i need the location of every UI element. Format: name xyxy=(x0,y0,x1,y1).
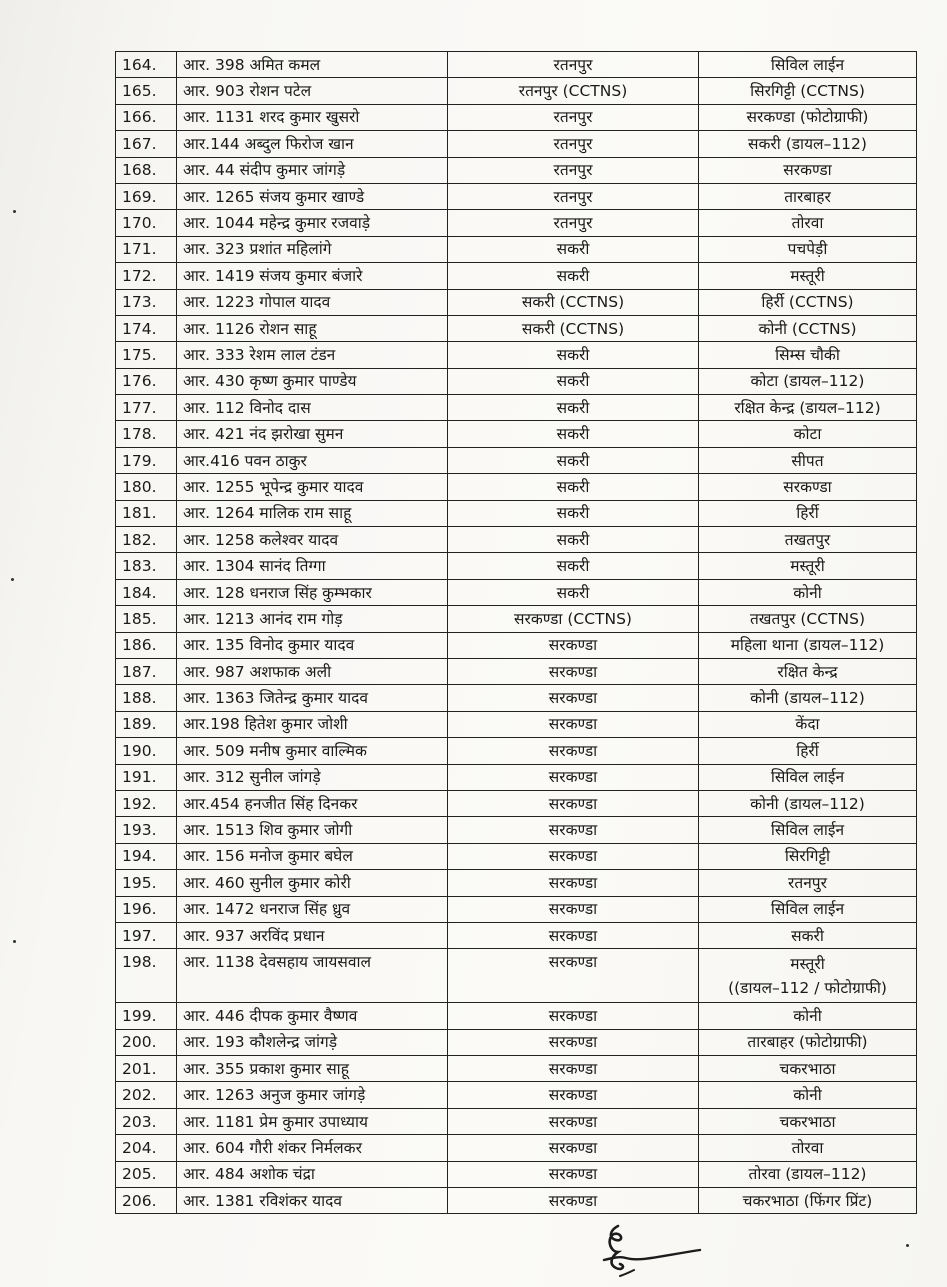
to-station-cell: हिर्री (CCTNS) xyxy=(699,289,917,315)
to-station-cell: तोरवा xyxy=(699,1135,917,1161)
serial-number-cell: 183. xyxy=(116,553,177,579)
serial-number-cell: 194. xyxy=(116,843,177,869)
table-row xyxy=(116,289,917,315)
from-station-cell: रतनपुर xyxy=(448,52,699,78)
serial-number-cell: 167. xyxy=(116,131,177,157)
table-row xyxy=(116,527,917,553)
employee-name-cell: आर. 1126 रोशन साहू xyxy=(177,315,448,341)
from-station-cell: सकरी xyxy=(448,579,699,605)
to-station-cell: सीपत xyxy=(699,447,917,473)
to-station-cell: मस्तूरी xyxy=(699,553,917,579)
serial-number-cell: 195. xyxy=(116,870,177,896)
to-station-cell: कोटा (डायल–112) xyxy=(699,368,917,394)
to-station-cell: केंदा xyxy=(699,711,917,737)
employee-name-cell: आर.416 पवन ठाकुर xyxy=(177,447,448,473)
from-station-cell: सरकण्डा xyxy=(448,790,699,816)
from-station-cell: सरकण्डा xyxy=(448,1056,699,1082)
from-station-cell: सरकण्डा xyxy=(448,1161,699,1187)
employee-name-cell: आर. 1265 संजय कुमार खाण्डे xyxy=(177,183,448,209)
serial-number-cell: 198. xyxy=(116,949,177,1003)
table-row xyxy=(116,711,917,737)
employee-name-cell: आर. 509 मनीष कुमार वाल्मिक xyxy=(177,738,448,764)
employee-name-cell: आर. 460 सुनील कुमार कोरी xyxy=(177,870,448,896)
table-row xyxy=(116,210,917,236)
serial-number-cell: 206. xyxy=(116,1188,177,1214)
employee-name-cell: आर. 1181 प्रेम कुमार उपाध्याय xyxy=(177,1108,448,1134)
serial-number-cell: 191. xyxy=(116,764,177,790)
to-station-cell: सकरी (डायल–112) xyxy=(699,131,917,157)
from-station-cell: सरकण्डा xyxy=(448,1188,699,1214)
serial-number-cell: 171. xyxy=(116,236,177,262)
from-station-cell: सरकण्डा xyxy=(448,1108,699,1134)
employee-name-cell: आर. 128 धनराज सिंह कुम्भकार xyxy=(177,579,448,605)
table-row xyxy=(116,949,917,1003)
from-station-cell: सरकण्डा xyxy=(448,949,699,1003)
to-station-cell: सरकण्डा xyxy=(699,157,917,183)
serial-number-cell: 205. xyxy=(116,1161,177,1187)
table-row xyxy=(116,236,917,262)
to-station-cell: तोरवा xyxy=(699,210,917,236)
from-station-cell: सकरी (CCTNS) xyxy=(448,289,699,315)
table-row xyxy=(116,632,917,658)
speck-mark xyxy=(906,1244,909,1247)
from-station-cell: सरकण्डा xyxy=(448,870,699,896)
serial-number-cell: 202. xyxy=(116,1082,177,1108)
table-row xyxy=(116,738,917,764)
speck-mark xyxy=(13,940,16,943)
employee-name-cell: आर. 1304 सानंद तिग्गा xyxy=(177,553,448,579)
table-row xyxy=(116,131,917,157)
employee-name-cell: आर.144 अब्दुल फिरोज खान xyxy=(177,131,448,157)
from-station-cell: सरकण्डा xyxy=(448,632,699,658)
from-station-cell: रतनपुर (CCTNS) xyxy=(448,78,699,104)
to-station-cell: रतनपुर xyxy=(699,870,917,896)
employee-name-cell: आर. 355 प्रकाश कुमार साहू xyxy=(177,1056,448,1082)
table-row xyxy=(116,421,917,447)
serial-number-cell: 204. xyxy=(116,1135,177,1161)
from-station-cell: सकरी xyxy=(448,500,699,526)
employee-name-cell: आर. 1138 देवसहाय जायसवाल xyxy=(177,949,448,1003)
to-station-cell: सरकण्डा (फोटोग्राफी) xyxy=(699,104,917,130)
table-row xyxy=(116,579,917,605)
employee-name-cell: आर. 44 संदीप कुमार जांगड़े xyxy=(177,157,448,183)
from-station-cell: सरकण्डा xyxy=(448,922,699,948)
table-body xyxy=(116,52,917,1214)
from-station-cell: सरकण्डा xyxy=(448,685,699,711)
serial-number-cell: 192. xyxy=(116,790,177,816)
employee-name-cell: आर. 1263 अनुज कुमार जांगड़े xyxy=(177,1082,448,1108)
table-row xyxy=(116,553,917,579)
table-row xyxy=(116,658,917,684)
table-row xyxy=(116,685,917,711)
from-station-cell: सरकण्डा xyxy=(448,843,699,869)
serial-number-cell: 187. xyxy=(116,658,177,684)
employee-name-cell: आर. 1044 महेन्द्र कुमार रजवाड़े xyxy=(177,210,448,236)
table-row xyxy=(116,342,917,368)
speck-mark xyxy=(13,210,16,213)
employee-name-cell: आर. 1258 कलेश्वर यादव xyxy=(177,527,448,553)
table-row xyxy=(116,817,917,843)
employee-name-cell: आर. 1213 आनंद राम गोड़ xyxy=(177,606,448,632)
serial-number-cell: 203. xyxy=(116,1108,177,1134)
table-row xyxy=(116,1108,917,1134)
to-station-cell: कोटा xyxy=(699,421,917,447)
serial-number-cell: 165. xyxy=(116,78,177,104)
to-station-cell: चकरभाठा (फिंगर प्रिंट) xyxy=(699,1188,917,1214)
serial-number-cell: 197. xyxy=(116,922,177,948)
table-row xyxy=(116,447,917,473)
table-row xyxy=(116,764,917,790)
serial-number-cell: 169. xyxy=(116,183,177,209)
table-row xyxy=(116,1135,917,1161)
to-station-cell: सिविल लाईन xyxy=(699,52,917,78)
to-station-cell: सिविल लाईन xyxy=(699,817,917,843)
serial-number-cell: 178. xyxy=(116,421,177,447)
from-station-cell: सकरी xyxy=(448,527,699,553)
table-row xyxy=(116,1056,917,1082)
employee-name-cell: आर. 1472 धनराज सिंह ध्रुव xyxy=(177,896,448,922)
to-station-cell: कोनी (डायल–112) xyxy=(699,685,917,711)
to-station-cell: सरकण्डा xyxy=(699,474,917,500)
to-station-cell: तखतपुर (CCTNS) xyxy=(699,606,917,632)
employee-name-cell: आर. 1513 शिव कुमार जोगी xyxy=(177,817,448,843)
table-row xyxy=(116,104,917,130)
to-station-cell: कोनी xyxy=(699,1003,917,1029)
from-station-cell: रतनपुर xyxy=(448,131,699,157)
to-station-cell: तारबाहर xyxy=(699,183,917,209)
employee-name-cell: आर. 1131 शरद कुमार खुसरो xyxy=(177,104,448,130)
employee-name-cell: आर. 604 गौरी शंकर निर्मलकर xyxy=(177,1135,448,1161)
speck-mark xyxy=(11,578,14,581)
table-row xyxy=(116,78,917,104)
to-station-cell: चकरभाठा xyxy=(699,1108,917,1134)
table-row xyxy=(116,1082,917,1108)
to-station-cell: कोनी xyxy=(699,1082,917,1108)
employee-name-cell: आर. 323 प्रशांत महिलांगे xyxy=(177,236,448,262)
employee-name-cell: आर. 156 मनोज कुमार बघेल xyxy=(177,843,448,869)
table-row xyxy=(116,1188,917,1214)
from-station-cell: सकरी xyxy=(448,421,699,447)
table-row xyxy=(116,315,917,341)
serial-number-cell: 172. xyxy=(116,263,177,289)
serial-number-cell: 184. xyxy=(116,579,177,605)
table-row xyxy=(116,368,917,394)
to-station-cell: कोनी xyxy=(699,579,917,605)
from-station-cell: सरकण्डा xyxy=(448,658,699,684)
employee-name-cell: आर. 135 विनोद कुमार यादव xyxy=(177,632,448,658)
table-row xyxy=(116,263,917,289)
employee-name-cell: आर. 421 नंद झरोखा सुमन xyxy=(177,421,448,447)
from-station-cell: रतनपुर xyxy=(448,157,699,183)
employee-name-cell: आर. 1264 मालिक राम साहू xyxy=(177,500,448,526)
to-station-cell: हिर्री xyxy=(699,500,917,526)
table-row xyxy=(116,843,917,869)
table-row xyxy=(116,1003,917,1029)
to-station-cell: सिविल लाईन xyxy=(699,764,917,790)
employee-name-cell: आर. 333 रेशम लाल टंडन xyxy=(177,342,448,368)
from-station-cell: सरकण्डा xyxy=(448,817,699,843)
to-station-cell: सिरगिट्टी xyxy=(699,843,917,869)
to-station-cell: तखतपुर xyxy=(699,527,917,553)
table-row xyxy=(116,1161,917,1187)
employee-name-cell: आर. 937 अरविंद प्रधान xyxy=(177,922,448,948)
serial-number-cell: 176. xyxy=(116,368,177,394)
serial-number-cell: 170. xyxy=(116,210,177,236)
table-row xyxy=(116,474,917,500)
from-station-cell: रतनपुर xyxy=(448,210,699,236)
employee-name-cell: आर. 1363 जितेन्द्र कुमार यादव xyxy=(177,685,448,711)
serial-number-cell: 180. xyxy=(116,474,177,500)
from-station-cell: सकरी xyxy=(448,368,699,394)
to-station-cell: कोनी (डायल–112) xyxy=(699,790,917,816)
from-station-cell: सरकण्डा xyxy=(448,1029,699,1055)
to-station-cell: सकरी xyxy=(699,922,917,948)
from-station-cell: सरकण्डा xyxy=(448,896,699,922)
employee-name-cell: आर. 1255 भूपेन्द्र कुमार यादव xyxy=(177,474,448,500)
serial-number-cell: 190. xyxy=(116,738,177,764)
employee-name-cell: आर.454 हनजीत सिंह दिनकर xyxy=(177,790,448,816)
serial-number-cell: 199. xyxy=(116,1003,177,1029)
to-station-cell: तोरवा (डायल–112) xyxy=(699,1161,917,1187)
from-station-cell: सकरी xyxy=(448,342,699,368)
from-station-cell: सकरी xyxy=(448,263,699,289)
table-row xyxy=(116,790,917,816)
to-station-cell: रक्षित केन्द्र xyxy=(699,658,917,684)
employee-name-cell: आर. 398 अमित कमल xyxy=(177,52,448,78)
to-station-cell xyxy=(699,949,917,1003)
to-station-cell: महिला थाना (डायल–112) xyxy=(699,632,917,658)
serial-number-cell: 175. xyxy=(116,342,177,368)
from-station-cell: सरकण्डा xyxy=(448,764,699,790)
transfer-table xyxy=(115,51,917,1214)
serial-number-cell: 185. xyxy=(116,606,177,632)
serial-number-cell: 201. xyxy=(116,1056,177,1082)
serial-number-cell: 196. xyxy=(116,896,177,922)
from-station-cell: सरकण्डा (CCTNS) xyxy=(448,606,699,632)
from-station-cell: रतनपुर xyxy=(448,104,699,130)
serial-number-cell: 186. xyxy=(116,632,177,658)
from-station-cell: सकरी xyxy=(448,474,699,500)
serial-number-cell: 179. xyxy=(116,447,177,473)
from-station-cell: सरकण्डा xyxy=(448,1082,699,1108)
serial-number-cell: 193. xyxy=(116,817,177,843)
serial-number-cell: 168. xyxy=(116,157,177,183)
table-row xyxy=(116,52,917,78)
serial-number-cell: 200. xyxy=(116,1029,177,1055)
serial-number-cell: 173. xyxy=(116,289,177,315)
serial-number-cell: 181. xyxy=(116,500,177,526)
employee-name-cell: आर. 987 अशफाक अली xyxy=(177,658,448,684)
employee-name-cell: आर.198 हितेश कुमार जोशी xyxy=(177,711,448,737)
table-row xyxy=(116,606,917,632)
employee-name-cell: आर. 446 दीपक कुमार वैष्णव xyxy=(177,1003,448,1029)
employee-name-cell: आर. 112 विनोद दास xyxy=(177,395,448,421)
to-station-cell: सिरगिट्टी (CCTNS) xyxy=(699,78,917,104)
from-station-cell: रतनपुर xyxy=(448,183,699,209)
table-row xyxy=(116,157,917,183)
from-station-cell: सकरी xyxy=(448,236,699,262)
to-station-cell: तारबाहर (फोटोग्राफी) xyxy=(699,1029,917,1055)
to-station-cell: मस्तूरी xyxy=(699,263,917,289)
table-row xyxy=(116,1029,917,1055)
table-row xyxy=(116,870,917,896)
to-station-cell: हिर्री xyxy=(699,738,917,764)
from-station-cell: सकरी xyxy=(448,395,699,421)
table-row xyxy=(116,896,917,922)
employee-name-cell: आर. 1223 गोपाल यादव xyxy=(177,289,448,315)
serial-number-cell: 177. xyxy=(116,395,177,421)
serial-number-cell: 174. xyxy=(116,315,177,341)
to-station-note: ((डायल–112 / फोटोग्राफी) xyxy=(728,979,887,998)
from-station-cell: सरकण्डा xyxy=(448,711,699,737)
to-station-line: मस्तूरी xyxy=(790,955,825,974)
to-station-cell: सिम्स चौकी xyxy=(699,342,917,368)
to-station-cell: कोनी (CCTNS) xyxy=(699,315,917,341)
from-station-cell: सकरी xyxy=(448,553,699,579)
from-station-cell: सकरी xyxy=(448,447,699,473)
to-station-cell: पचपेड़ी xyxy=(699,236,917,262)
from-station-cell: सरकण्डा xyxy=(448,1135,699,1161)
serial-number-cell: 182. xyxy=(116,527,177,553)
employee-name-cell: आर. 903 रोशन पटेल xyxy=(177,78,448,104)
serial-number-cell: 166. xyxy=(116,104,177,130)
employee-name-cell: आर. 484 अशोक चंद्रा xyxy=(177,1161,448,1187)
table-row xyxy=(116,922,917,948)
from-station-cell: सरकण्डा xyxy=(448,1003,699,1029)
employee-name-cell: आर. 1419 संजय कुमार बंजारे xyxy=(177,263,448,289)
from-station-cell: सरकण्डा xyxy=(448,738,699,764)
to-station-cell: रक्षित केन्द्र (डायल–112) xyxy=(699,395,917,421)
table-row xyxy=(116,500,917,526)
signature-icon xyxy=(600,1218,710,1280)
employee-name-cell: आर. 1381 रविशंकर यादव xyxy=(177,1188,448,1214)
serial-number-cell: 189. xyxy=(116,711,177,737)
serial-number-cell: 164. xyxy=(116,52,177,78)
serial-number-cell: 188. xyxy=(116,685,177,711)
table-row xyxy=(116,183,917,209)
employee-name-cell: आर. 430 कृष्ण कुमार पाण्डेय xyxy=(177,368,448,394)
employee-name-cell: आर. 312 सुनील जांगड़े xyxy=(177,764,448,790)
to-station-cell: चकरभाठा xyxy=(699,1056,917,1082)
from-station-cell: सकरी (CCTNS) xyxy=(448,315,699,341)
employee-name-cell: आर. 193 कौशलेन्द्र जांगड़े xyxy=(177,1029,448,1055)
to-station-cell: सिविल लाईन xyxy=(699,896,917,922)
table-row xyxy=(116,395,917,421)
